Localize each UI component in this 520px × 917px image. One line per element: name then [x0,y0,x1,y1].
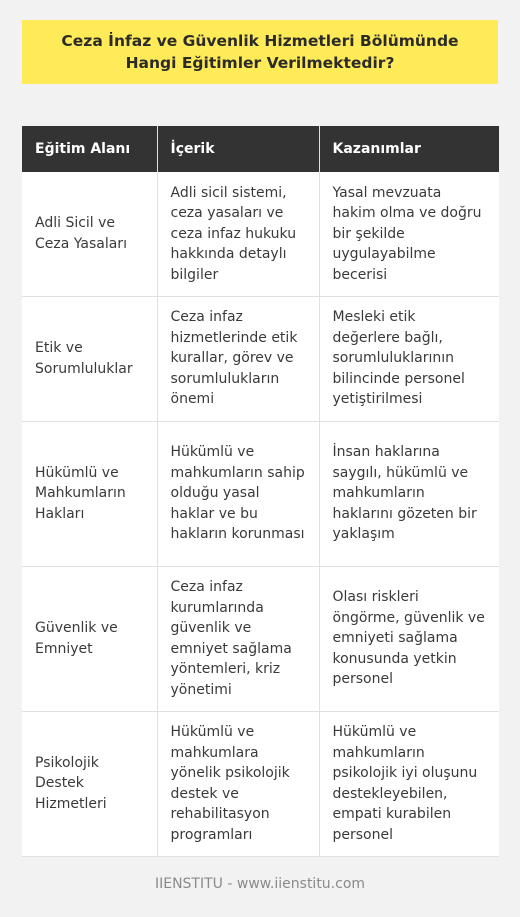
table-row [22,566,499,711]
title-banner [22,20,498,84]
table-cell: Adli Sicil ve Ceza Yasaları [22,172,157,296]
table-cell: Olası riskleri öngörme, güvenlik ve emniyeti sağlama konusunda yetkin personel [319,566,499,711]
table-cell: Güvenlik ve Emniyet [22,566,157,711]
table-row [22,421,499,566]
table-cell: Mesleki etik değerlere bağlı, sorumluluklarının bilincinde personel yetiştirilmesi [319,296,499,421]
table-cell: Ceza infaz kurumlarında güvenlik ve emniyet sağlama yöntemleri, kriz yönetimi [157,566,319,711]
table-row [22,172,499,296]
table-cell: Hükümlü ve mahkumların psikolojik iyi oluşunu destekleyebilen, empati kurabilen personel [319,711,499,856]
table-cell: Hükümlü ve mahkumlara yönelik psikolojik destek ve rehabilitasyon programları [157,711,319,856]
footer-credit: IIENSTITU - www.iienstitu.com [154,876,366,892]
column-header-content: İçerik [157,126,319,172]
table-cell: Etik ve Sorumluluklar [22,296,157,421]
table-header-row [22,126,499,172]
column-header-outcomes: Kazanımlar [319,126,499,172]
table-cell: Adli sicil sistemi, ceza yasaları ve ceza infaz hukuku hakkında detaylı bilgiler [157,172,319,296]
column-header-education-area: Eğitim Alanı [22,126,157,172]
table-cell: Yasal mevzuata hakim olma ve doğru bir şekilde uygulayabilme becerisi [319,172,499,296]
table-cell: Hükümlü ve Mahkumların Hakları [22,421,157,566]
table-cell: Psikolojik Destek Hizmetleri [22,711,157,856]
education-table [22,126,499,857]
table-cell: Ceza infaz hizmetlerinde etik kurallar, görev ve sorumlulukların önemi [157,296,319,421]
page-title: Ceza İnfaz ve Güvenlik Hizmetleri Bölümünde Hangi Eğitimler Verilmektedir? [61,32,459,72]
table-cell: Hükümlü ve mahkumların sahip olduğu yasal haklar ve bu hakların korunması [157,421,319,566]
table-row [22,296,499,421]
table-row [22,711,499,856]
table-cell: İnsan haklarına saygılı, hükümlü ve mahkumların haklarını gözeten bir yaklaşım [319,421,499,566]
